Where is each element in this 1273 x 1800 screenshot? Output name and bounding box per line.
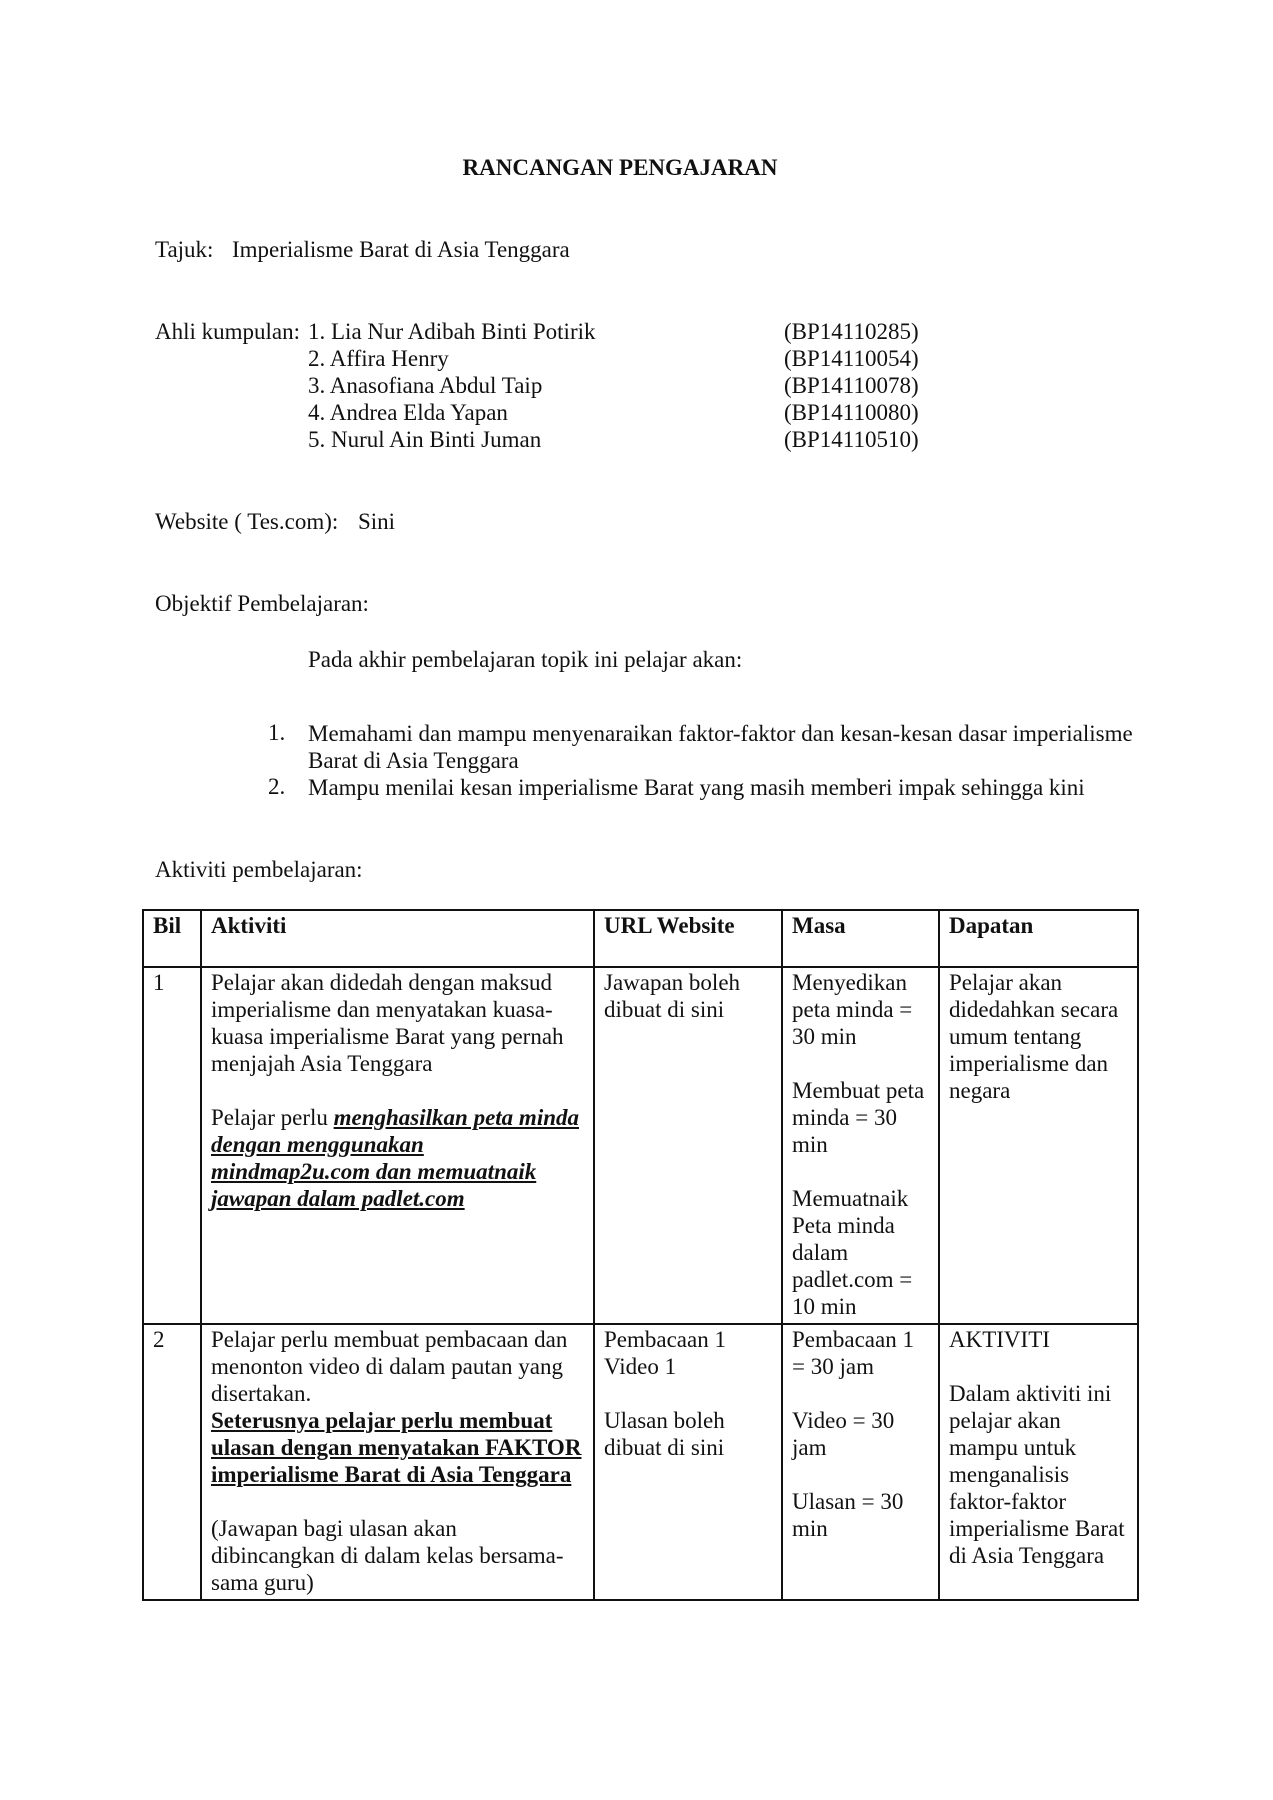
website-label: Website ( Tes.com): bbox=[155, 509, 339, 534]
video-link[interactable]: Video 1 bbox=[604, 1354, 677, 1379]
review-link[interactable]: Ulasan boleh dibuat di sini bbox=[604, 1408, 725, 1460]
member-name: 1. Lia Nur Adibah Binti Potirik bbox=[308, 319, 596, 344]
masa-entry: Memuatnaik Peta minda dalam padlet.com = 10 min bbox=[792, 1186, 913, 1319]
aktiviti-instruction: Seterusnya pelajar perlu membuat ulasan dengan menyatakan FAKTOR imperialisme Barat di Asia Tenggara bbox=[211, 1408, 582, 1487]
header-bil: Bil bbox=[143, 910, 201, 967]
objective-number: 2. bbox=[268, 774, 286, 799]
activity-table bbox=[142, 909, 1139, 1601]
header-dapatan: Dapatan bbox=[939, 910, 1138, 967]
masa-entry: Ulasan = 30 min bbox=[792, 1489, 904, 1541]
row-dapatan bbox=[939, 1324, 1138, 1600]
aktiviti-text: Pelajar akan didedah dengan maksud imperialisme dan menyatakan kuasa-kuasa imperialisme Barat yang pernah menjajah Asia Tenggara bbox=[211, 970, 564, 1076]
row-bil: 2 bbox=[143, 1324, 201, 1600]
objective-item bbox=[268, 720, 1158, 774]
objektif-intro: Pada akhir pembelajaran topik ini pelajar akan: bbox=[308, 647, 743, 672]
objective-number: 1. bbox=[268, 720, 286, 745]
row-aktiviti bbox=[201, 1324, 594, 1600]
aktiviti-label: Aktiviti pembelajaran: bbox=[155, 857, 363, 882]
table-header-row bbox=[143, 910, 1138, 967]
aktiviti-note: (Jawapan bagi ulasan akan dibincangkan di dalam kelas bersama-sama guru) bbox=[211, 1516, 564, 1595]
row-masa bbox=[782, 967, 939, 1324]
member-row bbox=[308, 399, 928, 426]
member-row bbox=[308, 426, 928, 453]
tajuk-label: Tajuk: bbox=[155, 237, 214, 262]
objective-item bbox=[268, 774, 1158, 801]
member-row bbox=[308, 318, 928, 345]
aktiviti-text: Pelajar perlu membuat pembacaan dan menonton video di dalam pautan yang disertakan. bbox=[211, 1327, 568, 1406]
dapatan-heading: AKTIVITI bbox=[949, 1327, 1050, 1352]
member-id: (BP14110054) bbox=[784, 346, 919, 371]
masa-entry: Pembacaan 1 = 30 jam bbox=[792, 1327, 914, 1379]
reading-link[interactable]: Pembacaan 1 bbox=[604, 1327, 726, 1352]
member-name: 3. Anasofiana Abdul Taip bbox=[308, 373, 543, 398]
member-row bbox=[308, 372, 928, 399]
row-url bbox=[594, 967, 782, 1324]
document-title: RANCANGAN PENGAJARAN bbox=[462, 155, 778, 180]
member-name: 5. Nurul Ain Binti Juman bbox=[308, 427, 542, 452]
header-url: URL Website bbox=[594, 910, 782, 967]
member-row bbox=[308, 345, 928, 372]
ahli-kumpulan-label: Ahli kumpulan: bbox=[155, 319, 301, 344]
aktiviti-lead: Pelajar perlu bbox=[211, 1105, 334, 1130]
row-dapatan: Pelajar akan didedahkan secara umum tentang imperialisme dan negara bbox=[939, 967, 1138, 1324]
row-bil: 1 bbox=[143, 967, 201, 1324]
header-masa: Masa bbox=[782, 910, 939, 967]
tajuk-value: Imperialisme Barat di Asia Tenggara bbox=[232, 237, 570, 262]
member-name: 2. Affira Henry bbox=[308, 346, 449, 371]
row-url bbox=[594, 1324, 782, 1600]
member-id: (BP14110510) bbox=[784, 427, 919, 452]
masa-entry: Menyedikan peta minda = 30 min bbox=[792, 970, 913, 1049]
website-link[interactable]: Sini bbox=[358, 509, 396, 534]
member-id: (BP14110078) bbox=[784, 373, 919, 398]
member-id: (BP14110080) bbox=[784, 400, 919, 425]
table-row bbox=[143, 1324, 1138, 1600]
masa-entry: Video = 30 jam bbox=[792, 1408, 895, 1460]
objective-text: Mampu menilai kesan imperialisme Barat yang masih memberi impak sehingga kini bbox=[308, 775, 1085, 800]
aktiviti-instruction: menghasilkan peta minda dengan menggunakan mindmap2u.com dan memuatnaik jawapan dalam padlet.com bbox=[211, 1105, 579, 1211]
row-masa bbox=[782, 1324, 939, 1600]
objektif-label: Objektif Pembelajaran: bbox=[155, 591, 369, 616]
table-row bbox=[143, 967, 1138, 1324]
header-aktiviti: Aktiviti bbox=[201, 910, 594, 967]
member-id: (BP14110285) bbox=[784, 319, 919, 344]
dapatan-text: Dalam aktiviti ini pelajar akan mampu untuk menganalisis faktor-faktor imperialisme Barat di Asia Tenggara bbox=[949, 1381, 1125, 1568]
masa-entry: Membuat peta minda = 30 min bbox=[792, 1078, 925, 1157]
member-name: 4. Andrea Elda Yapan bbox=[308, 400, 508, 425]
row-aktiviti bbox=[201, 967, 594, 1324]
answer-link[interactable]: Jawapan boleh dibuat di sini bbox=[604, 970, 741, 1022]
objective-text: Memahami dan mampu menyenaraikan faktor-faktor dan kesan-kesan dasar imperialisme Barat di Asia Tenggara bbox=[308, 721, 1133, 773]
